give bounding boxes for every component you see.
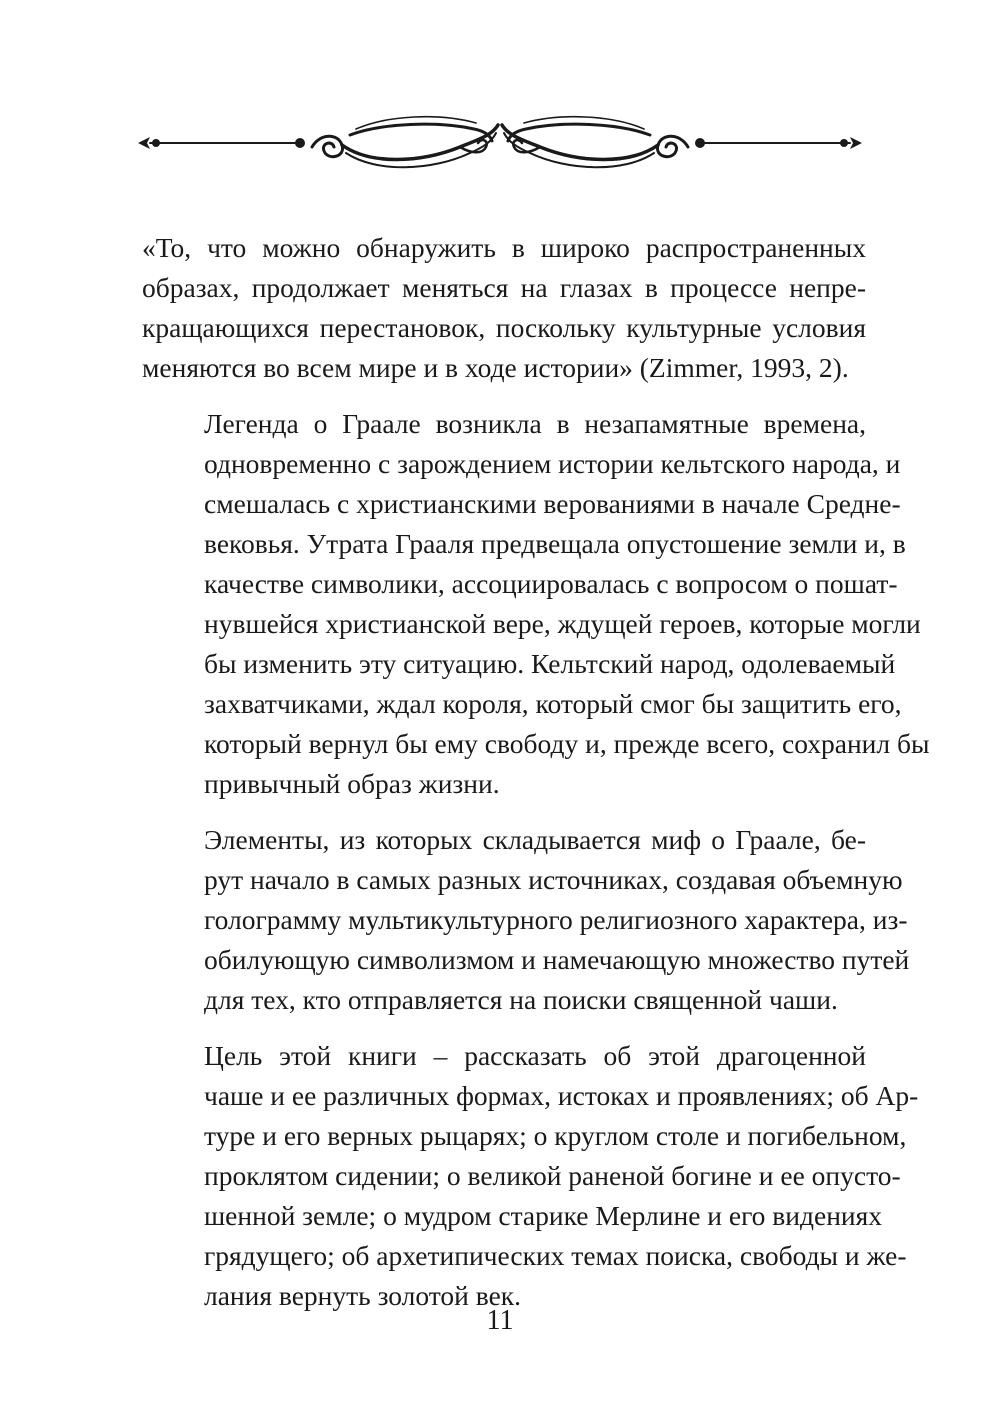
- decorative-header-ornament: [120, 105, 880, 180]
- text-line: Легенда о Граале возникла в незапамятные времена,: [204, 408, 866, 439]
- text-line: проклятом сидении; о великой раненой богине и ее опусто-: [204, 1160, 901, 1191]
- text-line: одновременно с зарождением истории кельтского народа, и: [204, 448, 901, 479]
- text-line: Элементы, из которых складывается миф о Граале, бе-: [204, 824, 866, 855]
- text-line: нувшейся христианской вере, ждущей героев, которые могли: [204, 608, 921, 639]
- text-line: бы изменить эту ситуацию. Кельтский народ, одолеваемый: [204, 648, 896, 679]
- text-line: «То, что можно обнаружить в широко распространенных: [142, 232, 866, 263]
- text-line: лания вернуть золотой век.: [204, 1280, 522, 1311]
- text-line: меняются во всем мире и в ходе истории» (Zimmer, 1993, 2).: [142, 352, 849, 383]
- text-line: образах, продолжает меняться на глазах в процессе непре-: [142, 272, 866, 303]
- paragraph-grail-legend: [142, 404, 930, 804]
- text-line: смешалась с христианскими верованиями в начале Средне-: [204, 488, 901, 519]
- text-line: голограмму мультикультурного религиозного характера, из-: [204, 904, 908, 935]
- text-line: грядущего; об архетипических темах поиска, свободы и же-: [204, 1240, 907, 1271]
- text-line: шенной земле; о мудром старике Мерлине и его видениях: [204, 1200, 883, 1231]
- paragraph-quote: [142, 228, 866, 388]
- text-line: который вернул бы ему свободу и, прежде всего, сохранил бы: [204, 728, 930, 759]
- paragraph-myth-elements: [142, 820, 910, 1020]
- text-line: захватчиками, ждал короля, который смог бы защитить его,: [204, 688, 902, 719]
- text-line: Цель этой книги – рассказать об этой драгоценной: [204, 1040, 866, 1071]
- text-line: вековья. Утрата Грааля предвещала опустошение земли и, в: [204, 528, 906, 559]
- paragraph-book-purpose: [142, 1036, 919, 1316]
- text-line: обилующую символизмом и намечающую множество путей: [204, 944, 910, 975]
- text-line: для тех, кто отправляется на поиски священной чаши.: [204, 984, 838, 1015]
- page-number: 11: [486, 1305, 514, 1336]
- text-line: кращающихся перестановок, поскольку культурные условия: [142, 312, 866, 343]
- text-line: чаше и ее различных формах, истоках и проявлениях; об Ар-: [204, 1080, 919, 1111]
- text-line: туре и его верных рыцарях; о круглом столе и погибельном,: [204, 1120, 907, 1151]
- text-line: качестве символики, ассоциировалась с вопросом о пошат-: [204, 568, 898, 599]
- text-line: рут начало в самых разных источниках, создавая объемную: [204, 864, 903, 895]
- body-text: [142, 228, 930, 1316]
- text-line: привычный образ жизни.: [204, 768, 500, 799]
